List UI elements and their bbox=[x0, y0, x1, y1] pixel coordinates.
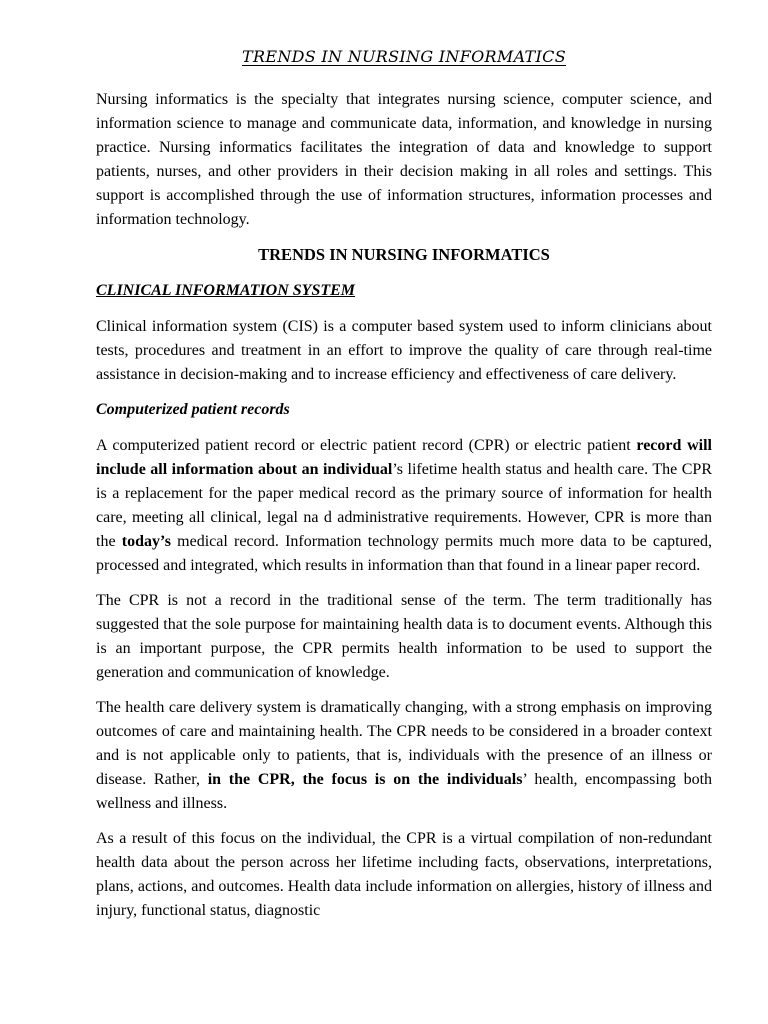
section-heading: TRENDS IN NURSING INFORMATICS bbox=[258, 245, 550, 264]
document-page bbox=[96, 44, 712, 934]
cis-paragraph: Clinical information system (CIS) is a computer based system used to inform clinicians about tests, procedures and treatment in an effort to improve the quality of care through real-time assistance in decision-making and to increase efficiency and effectiveness of care delivery. bbox=[96, 318, 712, 383]
cpr-p3-bold-b: in the CPR, the focus is on the individuals bbox=[207, 771, 523, 788]
cpr-p1-bold-b: record will include all information about an individual bbox=[96, 437, 712, 478]
cpr-heading: Computerized patient records bbox=[96, 401, 290, 418]
cpr-p3-text-a: The health care delivery system is dramatically changing, with a strong emphasis on improving outcomes of care and maintaining health. The CPR needs to be considered in a broader context and is not applicable only to patients, that is, individuals with the presence of an illness or disease. Rather, bbox=[96, 699, 712, 788]
cpr-paragraph-2: The CPR is not a record in the traditional sense of the term. The term traditionally has suggested that the sole purpose for maintaining health data is to document events. Although this is an important purpose, the CPR permits health information to be used to support the generation and communication of knowledge. bbox=[96, 592, 712, 681]
cpr-paragraph-3 bbox=[96, 696, 712, 816]
cpr-paragraph-1 bbox=[96, 434, 712, 578]
cpr-paragraph-4: As a result of this focus on the individual, the CPR is a virtual compilation of non-redundant health data about the person across her lifetime including facts, observations, interpretations, plans, actions, and outcomes. Health data include information on allergies, history of illness and injury, functional status, diagnostic bbox=[96, 830, 712, 919]
cpr-p1-bold-d: today’s bbox=[121, 533, 171, 550]
cis-heading: CLINICAL INFORMATION SYSTEM bbox=[96, 282, 356, 299]
cpr-p3-text-c: ’ health, encompassing both wellness and illness. bbox=[96, 771, 713, 812]
cpr-p1-text-c: ’s lifetime health status and health care. The CPR is a replacement for the paper medical record as the primary source of information for health care, meeting all clinical, legal na d administrative requirements. However, CPR is more than the bbox=[96, 461, 712, 550]
intro-paragraph: Nursing informatics is the specialty that integrates nursing science, computer science, and information science to manage and communicate data, information, and knowledge in nursing practice. Nursing informatics facilitates the integration of data and knowledge to support patients, nurses, and other providers in their decision making in all roles and settings. This support is accomplished through the use of information structures, information processes and information technology. bbox=[96, 91, 712, 228]
cpr-p1-text-e: medical record. Information technology permits much more data to be captured, processed and integrated, which results in information than that found in a linear paper record. bbox=[96, 533, 713, 574]
document-title: TRENDS IN NURSING INFORMATICS bbox=[242, 47, 566, 66]
cpr-p1-text-a: A computerized patient record or electric patient record (CPR) or electric patient bbox=[96, 437, 637, 454]
